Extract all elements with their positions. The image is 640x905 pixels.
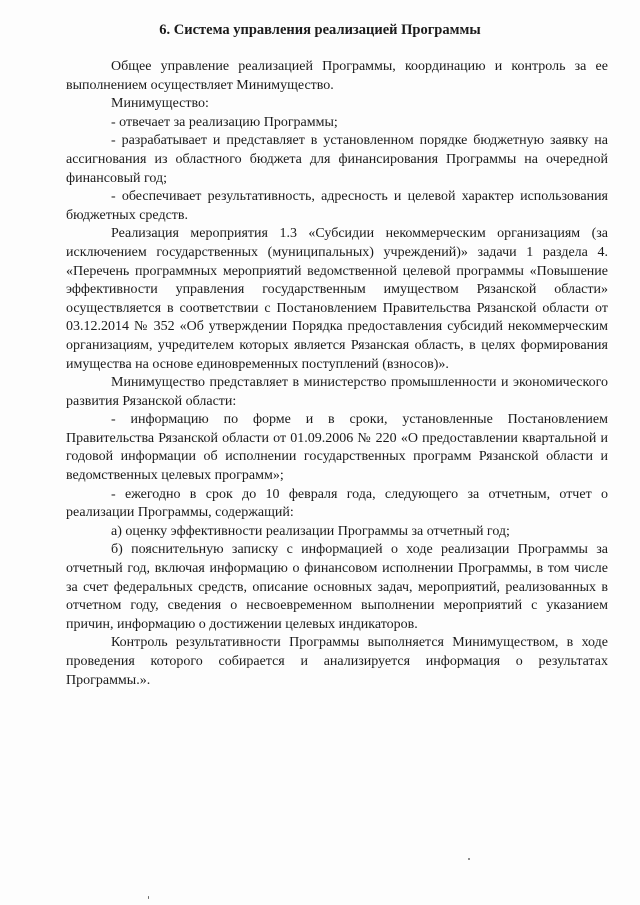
paragraph-measure-1-3: Реализация мероприятия 1.3 «Субсидии некоммерческим организациям (за исключением государственных (муниципальных) учреждений)» задачи 1 раздела 4. «Перечень программных мероприятий ведомственной целевой программы «Повышение эффективности управления государственным имуществом Рязанской области» осуществляется в соответствии с Постановлением Правительства Рязанской области от 03.12.2014 № 352 «Об утверждении Порядка предоставления субсидий некоммерческим организациям, учредителем которых является Рязанская область, в целях формирования имущества на основе единовременных поступлений (взносов)». [66, 226, 608, 372]
document-body [66, 58, 608, 690]
paragraph-item-b: б) пояснительную записку с информацией о ходе реализации Программы за отчетный год, включая информацию о финансовом исполнении Программы, в том числе за счет федеральных средств, описание основных задач, мероприятий, реализованных в отчетном году, сведения о несвоевременном выполнении мероприятий с указанием причин, информацию о достижении целевых индикаторов. [66, 542, 608, 632]
scan-speck [468, 858, 470, 860]
paragraph-annual-report: - ежегодно в срок до 10 февраля года, следующего за отчетным, отчет о реализации Программы, содержащий: [66, 486, 608, 521]
paragraph-effectiveness: - обеспечивает результативность, адресность и целевой характер использования бюджетных средств. [66, 189, 608, 223]
scan-speck [148, 896, 149, 899]
paragraph-general-management: Общее управление реализацией Программы, координацию и контроль за ее выполнением осуществляет Минимущество. [66, 59, 608, 93]
paragraph-control: Контроль результативности Программы выполняется Минимуществом, в ходе проведения которого собирается и анализируется информация о результатах Программы.». [66, 635, 608, 688]
section-heading: 6. Система управления реализацией Программы [159, 22, 481, 38]
paragraph-budget-request: - разрабатывает и представляет в установленном порядке бюджетную заявку на ассигнования из областного бюджета для финансирования Программы на очередной финансовый год; [66, 133, 608, 186]
paragraph-minimushchestvo-label: Минимущество: [111, 96, 209, 112]
paragraph-responsible: - отвечает за реализацию Программы; [111, 114, 338, 130]
paragraph-item-a: а) оценку эффективности реализации Программы за отчетный год; [111, 523, 510, 539]
paragraph-reporting-to-ministry: Минимущество представляет в министерство промышленности и экономического развития Рязанской области: [66, 375, 608, 409]
paragraph-quarterly-info: - информацию по форме и в сроки, установленные Постановлением Правительства Рязанской области от 01.09.2006 № 220 «О предоставлении квартальной и годовой информации об исполнении государственных программ Рязанской области и ведомственных целевых программ»; [66, 412, 608, 484]
